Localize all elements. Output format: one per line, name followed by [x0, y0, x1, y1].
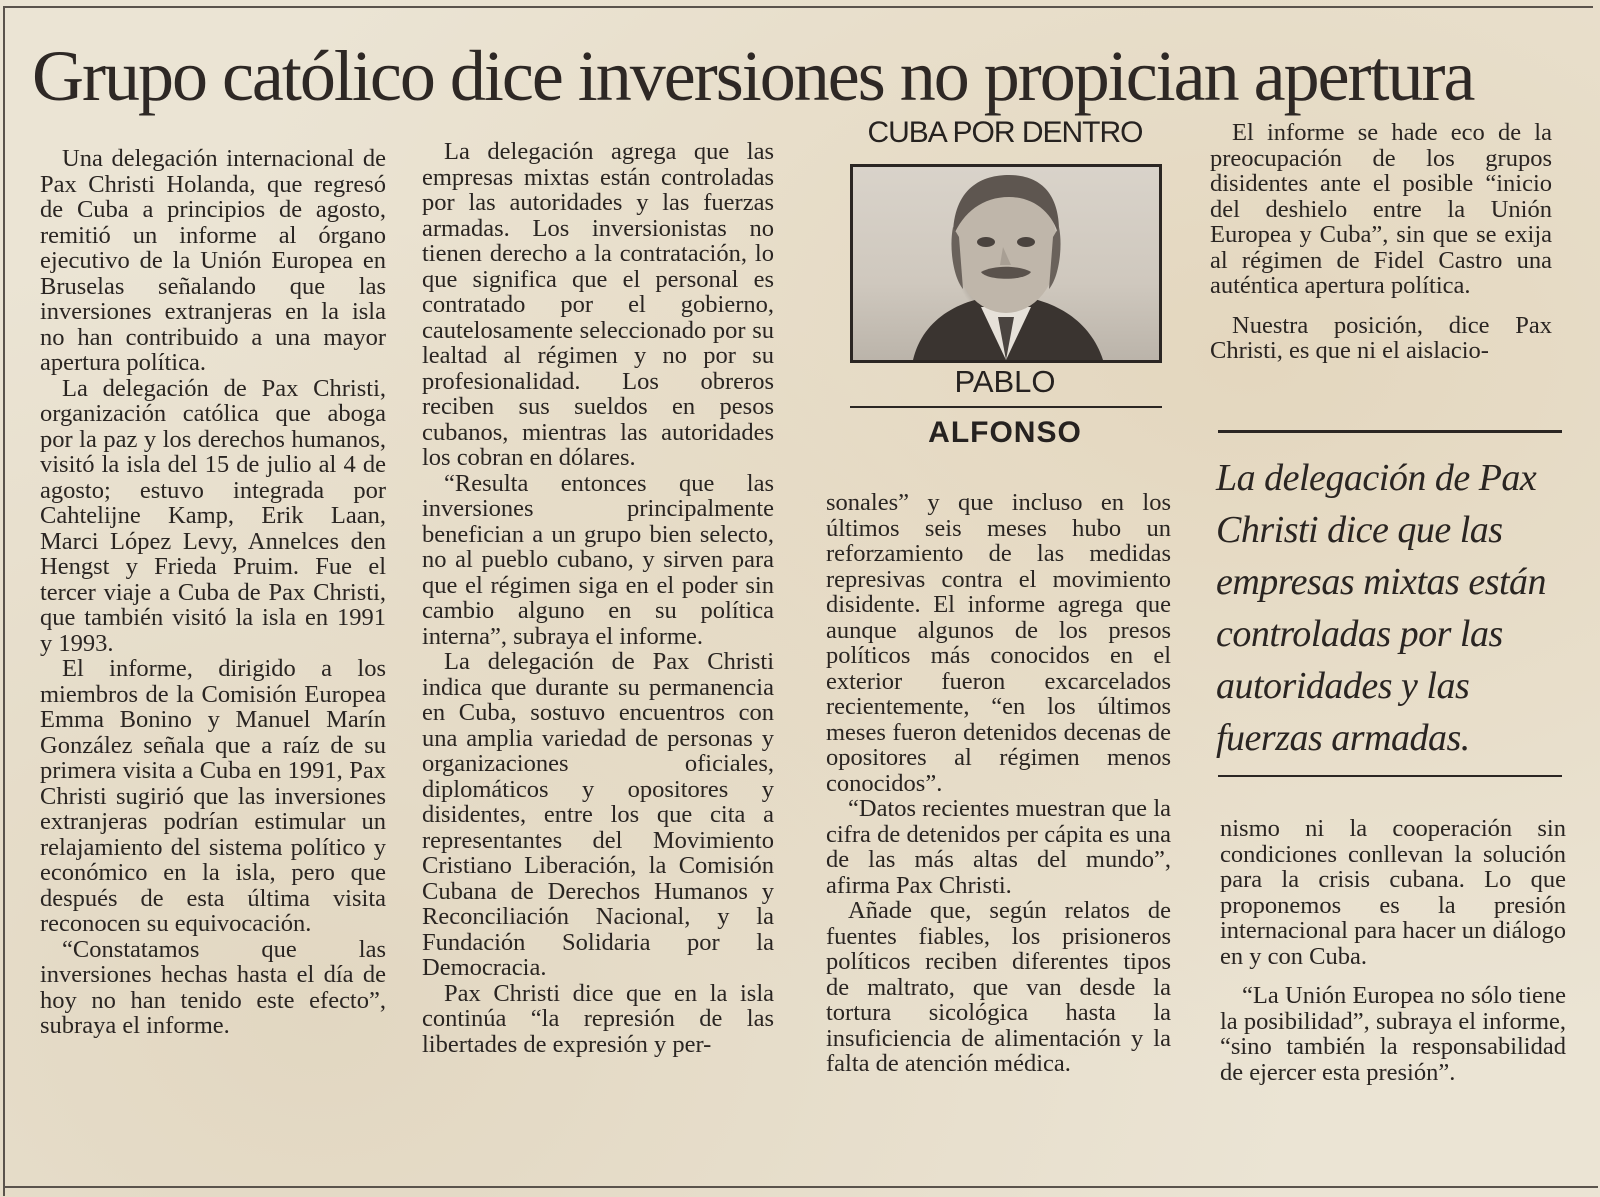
portrait-illustration: [853, 167, 1159, 360]
paragraph: “La Unión Europea no sólo tiene la posibilidad”, subraya el informe, “sino también la responsabilidad de ejercer esta presión”.: [1220, 982, 1566, 1086]
pull-quote-rule-top: [1218, 430, 1562, 433]
pull-quote-rule-bottom: [1218, 775, 1562, 777]
paragraph: sonales” y que incluso en los últimos seis meses hubo un reforzamiento de las medidas represivas contra el movimiento disidente. El informe agrega que aunque algunos de los presos políticos más conocidos en el exterior fueron excarcelados recientemente, “en los últimos meses fueron detenidos decenas de opositores al régimen menos conocidos”.: [826, 489, 1171, 797]
byline-divider: [850, 406, 1162, 408]
article-column-3: [826, 490, 1171, 1077]
paragraph: Nuestra posición, dice Pax Christi, es que ni el aislacio-: [1210, 311, 1552, 364]
pull-quote: La delegación de Pax Christi dice que las empresas mixtas están controladas por las autoridades y las fuerzas armadas.: [1216, 457, 1547, 759]
column-kicker: CUBA POR DENTRO: [867, 116, 1143, 149]
paragraph: “Datos recientes muestran que la cifra de detenidos per cápita es una de las más altas del mundo”, afirma Pax Christi.: [826, 795, 1171, 899]
author-first-name: PABLO: [954, 364, 1056, 399]
paragraph: Una delegación internacional de Pax Christi Holanda, que regresó de Cuba a principios de agosto, remitió un informe al órgano ejecutivo de la Unión Europea en Bruselas señalando que las inversiones extranjeras en la isla no han contribuido a una mayor apertura política.: [40, 145, 386, 376]
article-column-1: [40, 146, 386, 1039]
bottom-rule: [3, 1186, 1598, 1188]
paragraph: La delegación de Pax Christi, organización católica que aboga por la paz y los derechos humanos, visitó la isla del 15 de julio al 4 de agosto; estuvo integrada por Cahtelijne Kamp, Erik Laan, Marci López Levy, Annelces den Hengst y Frieda Pruim. Fue el tercer viaje a Cuba de Pax Christi, que también visitó la isla en 1991 y 1993.: [40, 374, 386, 657]
paragraph: nismo ni la cooperación sin condiciones conllevan la solución para la crisis cubana. Lo que proponemos es la presión internacional para hacer un diálogo en y con Cuba.: [1220, 815, 1566, 970]
columnist-portrait-icon: [850, 164, 1162, 363]
paragraph: Pax Christi dice que en la isla continúa “la represión de las libertades de expresión y per-: [422, 979, 774, 1058]
paragraph: La delegación de Pax Christi indica que durante su permanencia en Cuba, sostuvo encuentros con una amplia variedad de personas y organizaciones oficiales, diplomáticos y opositores y disidentes, entre los que cita a representantes del Movimiento Cristiano Liberación, la Comisión Cubana de Derechos Humanos y Reconciliación Nacional, y la Fundación Solidaria por la Democracia.: [422, 648, 774, 981]
article-column-5: [1220, 816, 1566, 1085]
paragraph: “Resulta entonces que las inversiones principalmente benefician a un grupo bien selecto, no al pueblo cubano, y sirven para que el régimen siga en el poder sin cambio alguno en su política interna”, subraya el informe.: [422, 469, 774, 650]
article-headline: Grupo católico dice inversiones no propician apertura: [32, 36, 1474, 116]
paragraph: “Constatamos que las inversiones hechas hasta el día de hoy no han tenido este efecto”, subraya el informe.: [40, 935, 386, 1039]
paragraph: El informe se hade eco de la preocupación de los grupos disidentes ante el posible “inicio del deshielo entre la Unión Europea y Cuba”, sin que se exija al régimen de Fidel Castro una auténtica apertura política.: [1210, 119, 1552, 299]
author-last-name: ALFONSO: [928, 416, 1082, 449]
paragraph: La delegación agrega que las empresas mixtas están controladas por las autoridades y las fuerzas armadas. Los inversionistas no tienen derecho a la contratación, lo que significa que el personal es contratado por el gobierno, cautelosamente seleccionado por su lealtad al régimen y no por su profesionalidad. Los obreros reciben sus sueldos en pesos cubanos, mientras las autoridades los cobran en dólares.: [422, 138, 774, 471]
paragraph: Añade que, según relatos de fuentes fiables, los prisioneros políticos reciben diferentes tipos de maltrato, que van desde la tortura sicológica hasta la insuficiencia de alimentación y la falta de atención médica.: [826, 897, 1171, 1077]
paragraph: El informe, dirigido a los miembros de la Comisión Europea Emma Bonino y Manuel Marín González señala que a raíz de su primera visita a Cuba en 1991, Pax Christi sugirió que las inversiones extranjeras podrían estimular un relajamiento del sistema político y económico en la isla, pero que después de esta última visita reconocen su equivocación.: [40, 655, 386, 937]
article-column-4: [1210, 120, 1552, 364]
article-column-2: [422, 139, 774, 1057]
